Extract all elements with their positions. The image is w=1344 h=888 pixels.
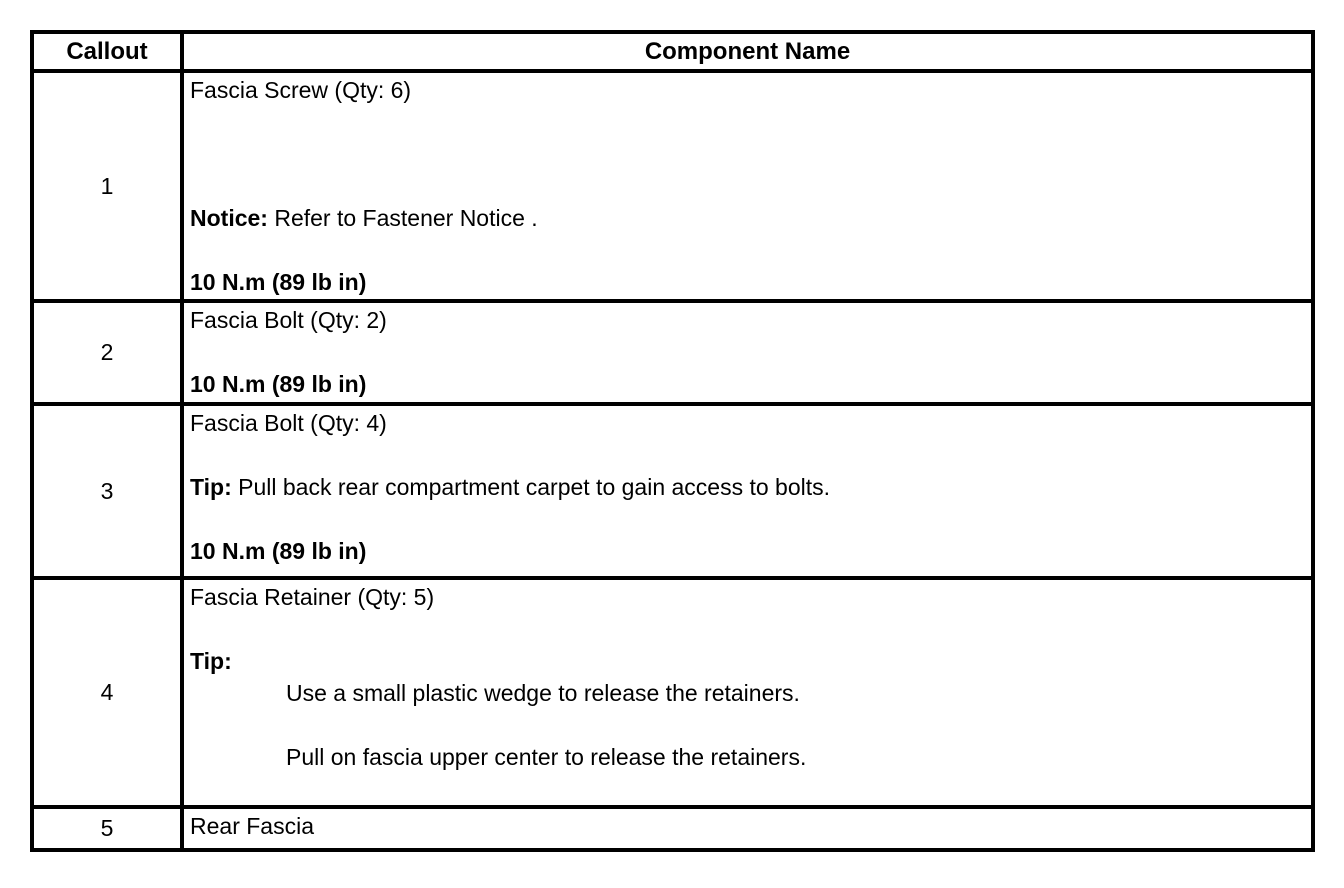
table-row: [32, 301, 1313, 404]
component-callout-table: [30, 30, 1315, 852]
text-line: [190, 645, 1305, 677]
text-line: [190, 471, 1305, 503]
table-body: [32, 71, 1313, 850]
bold-text-segment: 10 N.m (89 lb in): [190, 538, 367, 564]
text-line: [190, 74, 1305, 106]
text-line: [190, 202, 1305, 234]
text-line: [190, 368, 1305, 400]
text-line: [190, 503, 1305, 535]
bold-text-segment: Tip:: [190, 648, 232, 674]
component-name-column-header: Component Name: [182, 32, 1313, 71]
text-segment: Use a small plastic wedge to release the retainers.: [286, 680, 800, 706]
text-segment: Rear Fascia: [190, 813, 314, 839]
bold-text-segment: Notice:: [190, 205, 268, 231]
bold-text-segment: 10 N.m (89 lb in): [190, 269, 367, 295]
text-line: [190, 677, 1305, 709]
text-line: [190, 407, 1305, 439]
text-line: [190, 336, 1305, 368]
text-line: [190, 709, 1305, 741]
component-cell: [182, 404, 1313, 578]
text-line: [190, 613, 1305, 645]
bold-text-segment: 10 N.m (89 lb in): [190, 371, 367, 397]
text-segment: Pull back rear compartment carpet to gain access to bolts.: [231, 474, 831, 500]
text-segment: Refer to Fastener Notice .: [267, 205, 538, 231]
text-line: [190, 138, 1305, 170]
table-row: [32, 807, 1313, 850]
text-segment: Fascia Bolt (Qty: 4): [190, 410, 387, 436]
text-segment: Pull on fascia upper center to release the retainers.: [286, 744, 807, 770]
table-header: [32, 32, 1313, 71]
text-line: [190, 535, 1305, 567]
callout-number: 3: [32, 404, 182, 578]
table-row: [32, 71, 1313, 301]
callout-number: 5: [32, 807, 182, 850]
text-segment: Fascia Bolt (Qty: 2): [190, 307, 387, 333]
callout-column-header: Callout: [32, 32, 182, 71]
table-row: [32, 578, 1313, 807]
callout-number: 1: [32, 71, 182, 301]
component-cell: [182, 301, 1313, 404]
header-row: [32, 32, 1313, 71]
text-line: [190, 266, 1305, 298]
component-cell: [182, 807, 1313, 850]
callout-number: 4: [32, 578, 182, 807]
bold-text-segment: Tip:: [190, 474, 232, 500]
text-segment: Fascia Retainer (Qty: 5): [190, 584, 435, 610]
callout-number: 2: [32, 301, 182, 404]
text-segment: Fascia Screw (Qty: 6): [190, 77, 412, 103]
text-line: [190, 106, 1305, 138]
text-line: [190, 234, 1305, 266]
component-cell: [182, 578, 1313, 807]
text-line: [190, 810, 1305, 842]
table-row: [32, 404, 1313, 578]
text-line: [190, 439, 1305, 471]
component-cell: [182, 71, 1313, 301]
text-line: [190, 170, 1305, 202]
text-line: [190, 304, 1305, 336]
text-line: [190, 741, 1305, 773]
text-line: [190, 581, 1305, 613]
